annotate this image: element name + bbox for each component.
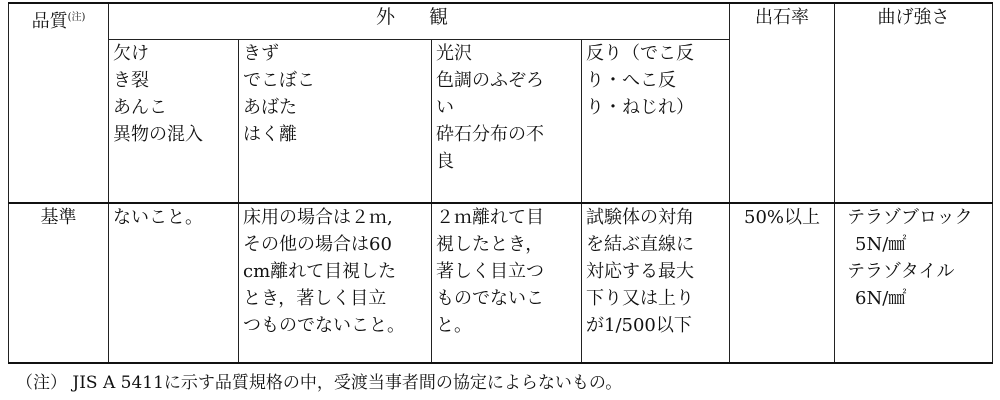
criteria-line: ２ｍ離れて目 bbox=[436, 207, 544, 228]
criteria-line: 視したとき， bbox=[436, 234, 544, 255]
subheader-line: でこぼこ bbox=[243, 69, 315, 91]
terrazzo-quality-table bbox=[8, 2, 993, 364]
criteria-bending bbox=[835, 203, 993, 363]
subheader-line: 異物の混入 bbox=[113, 123, 203, 145]
subheader-line: り・ねじれ） bbox=[586, 96, 694, 118]
criteria-warping bbox=[582, 203, 730, 363]
bending-line: テラゾタイル bbox=[847, 261, 955, 282]
subheader-line: き裂 bbox=[113, 69, 149, 91]
criteria-line: とき，著しく目立 bbox=[243, 288, 387, 309]
subheader-line: 砕石分布の不 bbox=[436, 123, 544, 145]
quality-note-mark: (注) bbox=[67, 12, 86, 23]
criteria-line: cm離れて目視した bbox=[243, 261, 397, 282]
subheader-line: り・へこ反 bbox=[586, 69, 676, 91]
criteria-gloss-color bbox=[432, 203, 582, 363]
subheader-line: 光沢 bbox=[436, 42, 472, 64]
criteria-label: 基準 bbox=[9, 203, 109, 363]
criteria-line: 床用の場合は２ｍ, bbox=[243, 207, 393, 228]
bending-line: 5N/㎟ bbox=[855, 234, 907, 255]
criteria-scratches bbox=[239, 203, 432, 363]
yield-header: 出石率 bbox=[730, 3, 835, 203]
bending-line: テラゾブロック bbox=[847, 207, 973, 228]
criteria-line: ものでないこ bbox=[436, 288, 544, 309]
bending-header: 曲げ強さ bbox=[835, 3, 993, 203]
criteria-yield: 50%以上 bbox=[730, 203, 835, 363]
subheader-line: 良 bbox=[436, 150, 454, 172]
criteria-line: を結ぶ直線に bbox=[586, 234, 694, 255]
subheader-gloss-color bbox=[432, 39, 582, 203]
criteria-line: 下り又は上り bbox=[586, 288, 694, 309]
subheader-scratches bbox=[239, 39, 432, 203]
bending-line: 6N/㎟ bbox=[855, 288, 907, 309]
subheader-warping bbox=[582, 39, 730, 203]
subheader-line: あんこ bbox=[113, 96, 167, 118]
subheader-line: 欠け bbox=[113, 42, 149, 64]
subheader-line: はく離 bbox=[243, 123, 297, 145]
criteria-line: 著しく目立つ bbox=[436, 261, 544, 282]
criteria-line: その他の場合は60 bbox=[243, 234, 392, 255]
quality-header-text: 品質 bbox=[31, 11, 68, 32]
appearance-header: 外 観 bbox=[109, 3, 730, 39]
footnote: （注） JIS A 5411に示す品質規格の中，受渡当事者間の協定によらないもの。 bbox=[16, 373, 623, 393]
subheader-line: い bbox=[436, 96, 454, 118]
subheader-line: きず bbox=[243, 42, 279, 64]
criteria-line: が1/500以下 bbox=[586, 315, 692, 336]
criteria-line: つものでないこと。 bbox=[243, 315, 405, 336]
criteria-chips-cracks bbox=[109, 203, 239, 363]
criteria-line: 対応する最大 bbox=[586, 261, 694, 282]
subheader-line: 色調のふぞろ bbox=[436, 69, 544, 91]
criteria-line: と。 bbox=[436, 315, 472, 336]
subheader-chips-cracks bbox=[109, 39, 239, 203]
criteria-line: ないこと。 bbox=[113, 207, 203, 228]
subheader-line: 反り（でこ反 bbox=[586, 42, 694, 64]
quality-header bbox=[9, 3, 109, 203]
criteria-line: 試験体の対角 bbox=[586, 207, 694, 228]
subheader-line: あばた bbox=[243, 96, 297, 118]
